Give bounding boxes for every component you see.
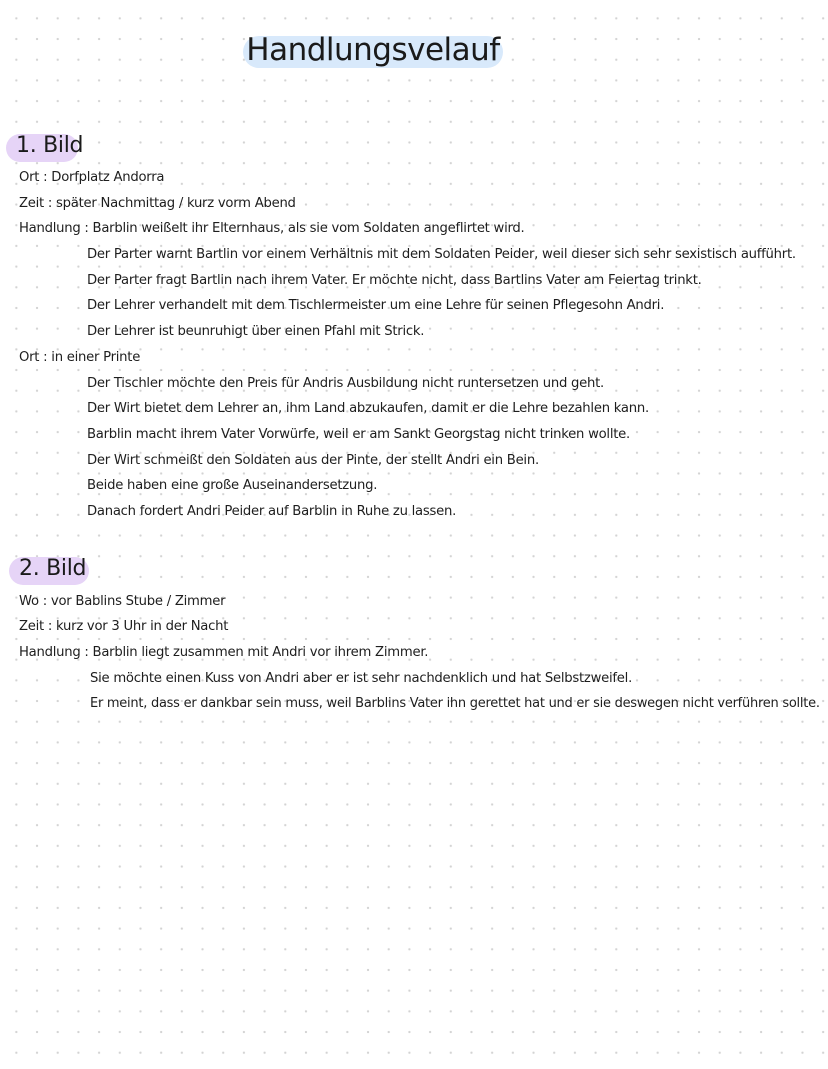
event-line: Der Parter warnt Bartlin vor einem Verhältnis mit dem Soldaten Peider, weil dieser sich sehr sexistisch aufführt.	[87, 247, 796, 262]
heading-text: 1. Bild	[16, 133, 84, 158]
event-line: Beide haben eine große Auseinandersetzung.	[87, 478, 378, 493]
event-line: Der Wirt schmeißt den Soldaten aus der Pinte, der stellt Andri ein Bein.	[87, 453, 539, 468]
heading-text: 2. Bild	[19, 556, 87, 581]
event-line: Der Lehrer ist beunruhigt über einen Pfahl mit Strick.	[87, 324, 425, 339]
wo-line: Wo : vor Bablins Stube / Zimmer	[19, 594, 226, 609]
page-title-block	[243, 30, 503, 70]
ort-line: Ort : in einer Printe	[19, 350, 141, 365]
handlung-line: Handlung : Barblin liegt zusammen mit Andri vor ihrem Zimmer.	[19, 645, 429, 660]
ort-line: Ort : Dorfplatz Andorra	[19, 170, 165, 185]
event-line: Sie möchte einen Kuss von Andri aber er ist sehr nachdenklich und hat Selbstzweifel.	[90, 671, 633, 686]
page-title: Handlungsvelauf	[246, 32, 500, 68]
event-line: Barblin macht ihrem Vater Vorwürfe, weil er am Sankt Georgstag nicht trinken wollte.	[87, 427, 630, 442]
event-line: Danach fordert Andri Peider auf Barblin in Ruhe zu lassen.	[87, 504, 457, 519]
event-line: Der Parter fragt Bartlin nach ihrem Vater. Er möchte nicht, dass Bartlins Vater am Feiertag trinkt.	[87, 273, 702, 288]
event-line: Der Tischler möchte den Preis für Andris Ausbildung nicht runtersetzen und geht.	[87, 376, 604, 391]
event-line: Der Wirt bietet dem Lehrer an, ihm Land abzukaufen, damit er die Lehre bezahlen kann.	[87, 401, 649, 416]
event-line: Er meint, dass er dankbar sein muss, weil Barblins Vater ihn gerettet hat und er sie deswegen nicht verführen sollte.	[90, 696, 820, 711]
handlung-line: Handlung : Barblin weißelt ihr Elternhaus, als sie vom Soldaten angeflirtet wird.	[19, 221, 525, 236]
zeit-line: Zeit : später Nachmittag / kurz vorm Abend	[19, 196, 296, 211]
zeit-line: Zeit : kurz vor 3 Uhr in der Nacht	[19, 619, 229, 634]
event-line: Der Lehrer verhandelt mit dem Tischlermeister um eine Lehre für seinen Pflegesohn Andri.	[87, 298, 665, 313]
